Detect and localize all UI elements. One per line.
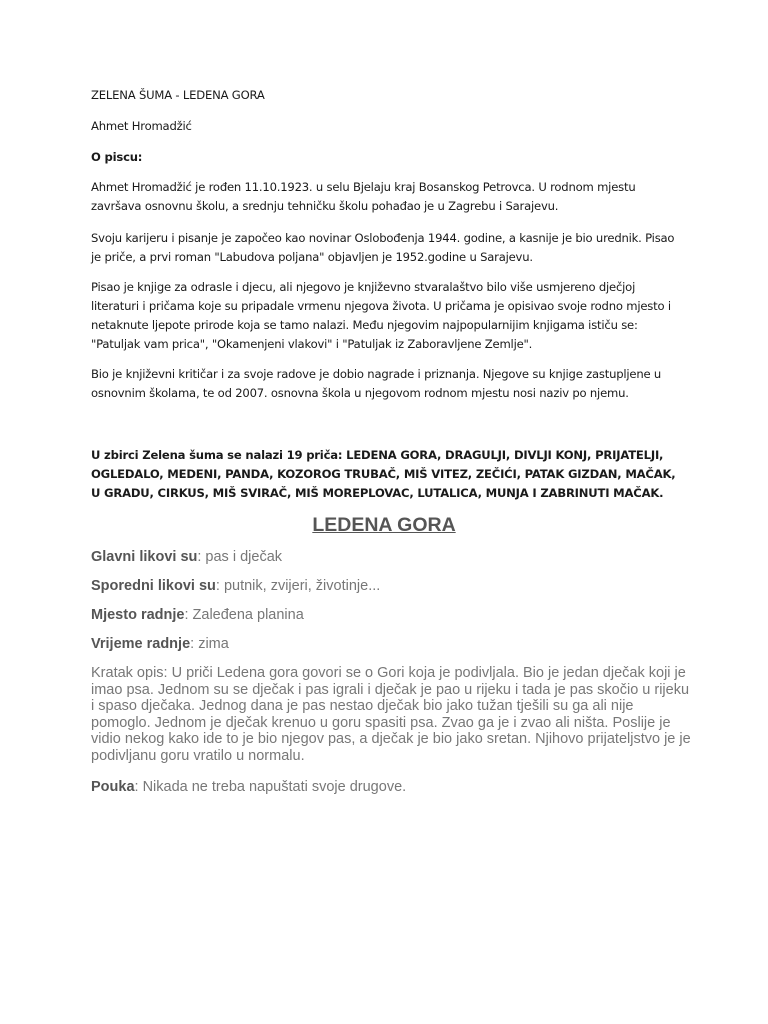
field-value: : Zaleđena planina	[184, 607, 304, 623]
collection-paragraph: U zbirci Zelena šuma se nalazi 19 priča: LEDENA GORA, DRAGULJI, DIVLJI KONJ, PRIJATELJI, OGLEDALO, MEDENI, PANDA, KOZOROG TRUBAČ, MIŠ VITEZ, ZEČIĆI, PATAK GIZDAN, MAČAK, U GRADU, CIRKUS, MIŠ SVIRAČ, MIŠ MOREPLOVAC, LUTALICA, MUNJA I ZABRINUTI MAČAK.	[91, 448, 676, 500]
field-label: Pouka	[91, 779, 135, 795]
author-name: Ahmet Hromadžić	[91, 119, 192, 133]
field-value: : putnik, zvijeri, životinje...	[215, 578, 381, 594]
bio-paragraph-1: Ahmet Hromadžić je rođen 11.10.1923. u selu Bjelaju kraj Bosanskog Petrovca. U rodnom mjestu završava osnovnu školu, a srednju tehničku školu pohađao je u Zagrebu i Sarajevu.	[91, 180, 636, 213]
field-label: Glavni likovi su	[91, 549, 198, 565]
bio-paragraph-4: Bio je književni kritičar i za svoje radove je dobio nagrade i priznanja. Njegove su knjige zastupljene u osnovnim školama, te od 2007. osnovna škola u njegovom rodnom mjestu nosi naziv po njemu.	[91, 367, 662, 400]
bio-paragraph-3: Pisao je knjige za odrasle i djecu, ali njegovo je književno stvaralaštvo bilo više usmjereno dječjoj literaturi i pričama koje su pripadale vrmenu njegova života. U pričama je opisivao svoje rodno mjesto i netaknute ljepote prirode koja se tamo nalazi. Među njegovim najpopularnijim knjigama ističu se: "Patuljak vam prica", "Okamenjeni vlakovi" i "Patuljak iz Zaboravljene Zemlje".	[91, 280, 671, 351]
field-label: Sporedni likovi su	[91, 578, 216, 594]
setting-place-field	[91, 607, 691, 624]
main-characters-field	[91, 549, 691, 566]
field-value: : zima	[190, 636, 229, 652]
story-heading: LEDENA GORA	[312, 514, 456, 536]
field-value: : Nikada ne treba napuštati svoje drugove.	[134, 779, 407, 795]
moral-field	[91, 779, 691, 796]
bio-paragraph-2: Svoju karijeru i pisanje je započeo kao novinar Oslobođenja 1944. godine, a kasnije je bio urednik. Pisao je priče, a prvi roman "Labudova poljana" objavljen je 1952.godine u Sarajevu.	[91, 231, 675, 264]
field-label: Vrijeme radnje	[91, 636, 191, 652]
story-summary: Kratak opis: U priči Ledena gora govori se o Gori koja je podivljala. Bio je jedan dječak koji je imao psa. Jednom su se dječak i pas igrali i dječak je pao u rijeku i tada je pas skočio u rijeku i spaso dječaka. Jednog dana je pas nestao dječak bio jako tužan tješili su ga ali nije pomoglo. Jednom je dječak krenuo u goru spasiti psa. Zvao ga je i zvao ali ništa. Poslije je vidio nekog kako ide to je bio njegov pas, a dječak je bio jako sretan. Njihovo prijateljstvo je je podivljanu goru vratilo u normalu.	[91, 665, 691, 764]
field-value: : pas i dječak	[197, 549, 283, 565]
side-characters-field	[91, 578, 691, 595]
field-label: Mjesto radnje	[91, 607, 185, 623]
setting-time-field	[91, 636, 691, 653]
document-title: ZELENA ŠUMA - LEDENA GORA	[91, 88, 265, 102]
about-author-heading: O piscu:	[91, 150, 143, 164]
